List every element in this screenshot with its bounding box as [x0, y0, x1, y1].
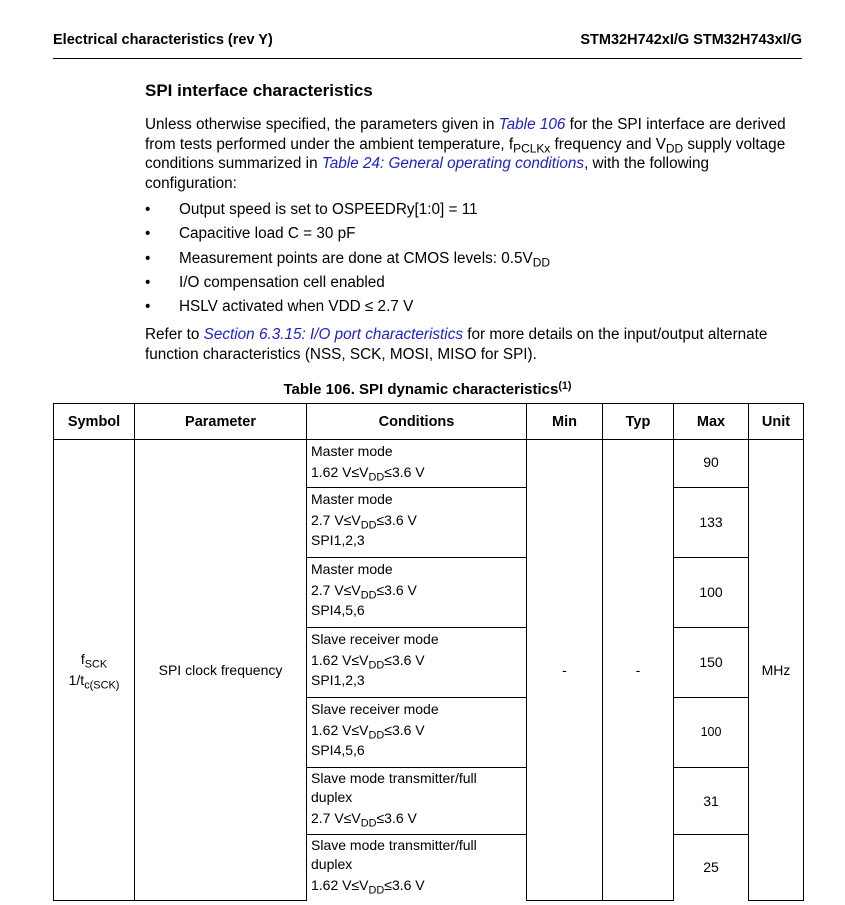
- column-header-unit: Unit: [749, 404, 804, 440]
- list-item: • HSLV activated when VDD ≤ 2.7 V: [145, 295, 805, 319]
- column-header-min: Min: [527, 404, 603, 440]
- symbol-cell: [54, 440, 135, 901]
- section-title: SPI interface characteristics: [145, 81, 373, 100]
- bullet-icon: •: [145, 201, 151, 218]
- max-cell: 31: [674, 768, 749, 835]
- max-cell: 100: [674, 698, 749, 768]
- max-cell: 150: [674, 628, 749, 698]
- conditions-cell: Master mode 2.7 $V\le V_{DD}\le 3.6$ V SPI4,5,6: [307, 558, 527, 628]
- unit-cell: MHz: [749, 440, 804, 901]
- page-header: [53, 32, 802, 59]
- refer-paragraph: Refer to Section 6.3.15: I/O port characteristics for more details on the input/output alternate function characteristics (NSS, SCK, MOSI, MISO for SPI).: [145, 326, 768, 363]
- column-header-parameter: Parameter: [135, 404, 307, 440]
- table-24-link[interactable]: Table 24: General operating conditions: [321, 155, 585, 172]
- conditions-cell: Slave mode transmitter/full duplex 2.7 $V\le V_{DD}\le 3.6$ V: [307, 768, 527, 835]
- table-106-link[interactable]: Table 106: [498, 116, 566, 133]
- min-cell: -: [527, 440, 603, 901]
- section-content: [145, 80, 805, 364]
- intro-paragraph: Unless otherwise specified, the parameters given in Table 106 for the SPI interface are derived from tests performed under the ambient temperature, $f_{PCLKx}$ frequency and $V_{DD}$ supply voltage conditions summarized in Table 24: General operating conditions, with the following configuration:: [145, 116, 786, 192]
- conditions-cell: Slave receiver mode 1.62 $V\le V_{DD}\le 3.6$ V SPI4,5,6: [307, 698, 527, 768]
- bullet-icon: •: [145, 273, 151, 291]
- table-header-row: [54, 404, 804, 440]
- max-cell: 133: [674, 488, 749, 558]
- table-row: [54, 440, 804, 488]
- typ-cell: -: [603, 440, 674, 901]
- list-item: • Measurement points are done at CMOS levels: $0.5V_{DD}$: [145, 247, 805, 271]
- column-header-typ: Typ: [603, 404, 674, 440]
- conditions-cell: Slave mode transmitter/full duplex 1.62 $V\le V_{DD}\le 3.6$ V: [307, 835, 527, 901]
- conditions-cell: Slave receiver mode 1.62 $V\le V_{DD}\le 3.6$ V SPI1,2,3: [307, 628, 527, 698]
- column-header-conditions: Conditions: [307, 404, 527, 440]
- header-section-title: Electrical characteristics (rev Y): [53, 32, 273, 48]
- section-6-3-15-link[interactable]: Section 6.3.15: I/O port characteristics: [203, 326, 463, 344]
- configuration-list: [145, 198, 805, 319]
- max-cell: 90: [674, 440, 749, 488]
- column-header-symbol: Symbol: [54, 404, 135, 440]
- header-part-numbers: STM32H742xI/G STM32H743xI/G: [580, 32, 802, 48]
- bullet-icon: •: [145, 249, 151, 267]
- conditions-cell: Master mode 1.62 $V\le V_{DD}\le 3.6$ V: [307, 440, 527, 488]
- table-caption: Table 106. SPI dynamic characteristics$^{(1)}$: [283, 380, 572, 398]
- list-item: • Output speed is set to OSPEEDRy[1:0] = 11: [145, 198, 805, 222]
- conditions-cell: Master mode 2.7 $V\le V_{DD}\le 3.6$ V SPI1,2,3: [307, 488, 527, 558]
- spi-dynamic-characteristics-table: [53, 403, 804, 901]
- symbol-period: $1/t_{c(SCK)}$: [68, 672, 120, 692]
- bullet-icon: •: [145, 225, 151, 243]
- column-header-max: Max: [674, 404, 749, 440]
- list-item: • I/O compensation cell enabled: [145, 271, 805, 295]
- parameter-cell: SPI clock frequency: [135, 440, 307, 901]
- max-cell: 25: [674, 835, 749, 901]
- bullet-icon: •: [145, 298, 151, 316]
- symbol-fsck: $f_{SCK}$: [80, 651, 108, 671]
- max-cell: 100: [674, 558, 749, 628]
- list-item: • Capacitive load C = 30 pF: [145, 222, 805, 246]
